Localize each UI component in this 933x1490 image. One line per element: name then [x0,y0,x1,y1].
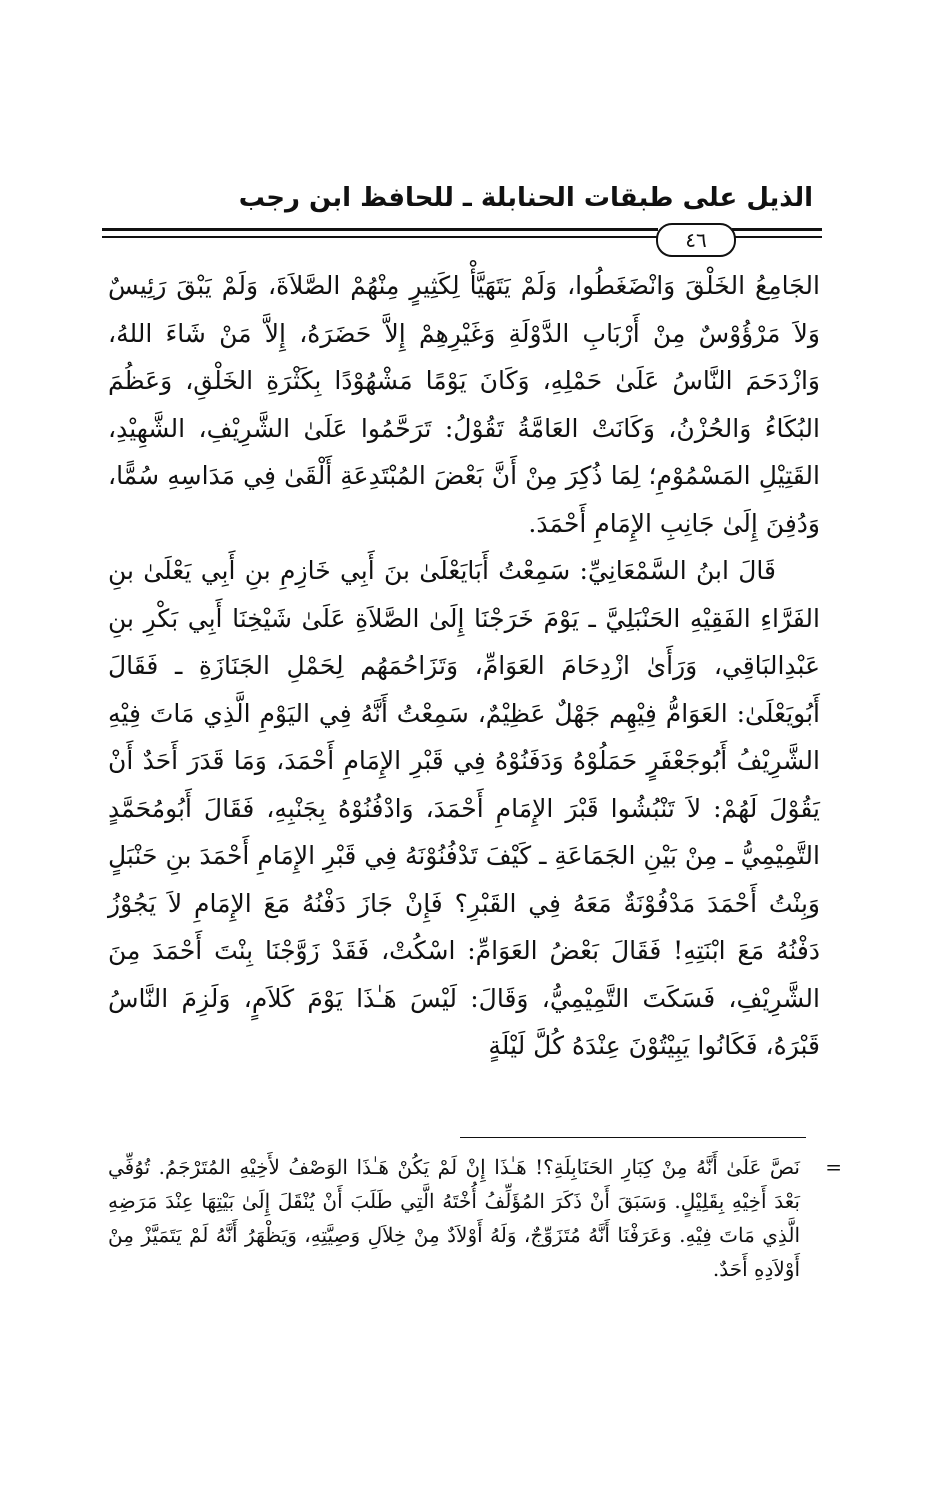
header-rule-left-top [102,228,658,231]
paragraph: قَالَ ابنُ السَّمْعَانِيِّ: سَمِعْتُ أَبَايَعْلَىٰ بنَ أَبِي خَازِمِ بنِ أَبِي يَعْلَىٰ بنِ الفَرَّاءِ الفَقِيْهِ الحَنْبَلِيَّ ـ يَوْمَ خَرَجْنَا إِلَىٰ الصَّلاَةِ عَلَىٰ شَيْخِنَا أَبِي بَكْرِ بنِ عَبْدِالبَاقِي، وَرَأَىٰ ازْدِحَامَ العَوَامِّ، وَتَزَاحُمَهُم لِحَمْلِ الجَنَازَةِ ـ فَقَالَ أَبُويَعْلَىٰ: العَوَامُّ فِيْهِم جَهْلٌ عَظِيْمٌ، سَمِعْتُ أَنَّهُ فِي اليَوْمِ الَّذِي مَاتَ فِيْهِ الشَّرِيْفُ أَبُوجَعْفَرٍ حَمَلُوْهُ وَدَفَنُوْهُ فِي قَبْرِ الإِمَامِ أَحْمَدَ، وَمَا قَدَرَ أَحَدٌ أَنْ يَقُوْلَ لَهُمْ: لاَ تَنْبُشُوا قَبْرَ الإِمَامِ أَحْمَدَ، وَادْفُنُوْهُ بِجَنْبِهِ، فَقَالَ أَبُومُحَمَّدٍ التَّمِيْمِيُّ ـ مِنْ بَيْنِ الجَمَاعَةِ ـ كَيْفَ تَدْفُنُوْنَهُ فِي قَبْرِ الإِمَامِ أَحْمَدَ بنِ حَنْبَلٍ وَبِنْتُ أَحْمَدَ مَدْفُوْنَةٌ مَعَهُ فِي القَبْرِ؟ فَإِنْ جَازَ دَفْنُهُ مَعَ الإِمَامِ لاَ يَجُوْزُ دَفْنُهُ مَعَ ابْنَتِهِ! فَقَالَ بَعْضُ العَوَامِّ: اسْكُتْ، فَقَدْ زَوَّجْنَا بِنْتَ أَحْمَدَ مِنَ الشَّرِيْفِ، فَسَكَتَ التَّمِيْمِيُّ، وَقَالَ: لَيْسَ هَـٰذَا يَوْمَ كَلاَمٍ، وَلَزِمَ النَّاسُ قَبْرَهُ، فَكَانُوا يَبِيْتُوْنَ عِنْدَهُ كُلَّ لَيْلَةٍ [108,556,820,1060]
header-rule-right-bottom [732,236,822,238]
paragraph: الجَامِعُ الخَلْقَ وَانْضَغَطُوا، وَلَمْ يَتَهَيَّأْ لِكَثِيرٍ مِنْهُمْ الصَّلاَةَ، وَلَمْ يَبْقَ رَئِيسٌ وَلاَ مَرْؤُوْسٌ مِنْ أَرْبَابِ الدَّوْلَةِ وَغَيْرِهِمْ إِلاَّ حَضَرَهُ، إِلاَّ مَنْ شَاءَ اللهُ، وَازْدَحَمَ النَّاسُ عَلَىٰ حَمْلِهِ، وَكَانَ يَوْمًا مَشْهُوْدًا بِكَثْرَةِ الخَلْقِ، وَعَظُمَ البُكَاءُ وَالحُزْنُ، وَكَانَتْ العَامَّةُ تَقُوْلُ: تَرَحَّمُوا عَلَىٰ الشَّرِيْفِ، الشَّهِيْدِ، القَتِيْلِ المَسْمُوْمِ؛ لِمَا ذُكِرَ مِنْ أَنَّ بَعْضَ المُبْتَدِعَةِ أَلْقَىٰ فِي مَدَاسِهِ سُمًّا، وَدُفِنَ إِلَىٰ جَانِبِ الإِمَامِ أَحْمَدَ. [108,271,820,538]
header-rule-right-top [732,228,822,231]
page-number: ٤٦ [656,223,736,257]
footnote-continuation-mark: = [825,1155,842,1179]
main-text [108,262,820,1070]
footnote-separator [460,1137,806,1138]
header-rule-left-bottom [102,236,658,238]
running-title: الذيل على طبقات الحنابلة ـ للحافظ ابن رجب [238,183,813,213]
footnote-text: نَصَّ عَلَىٰ أَنَّهُ مِنْ كِبَارِ الحَنَابِلَةِ؟! هَـٰذَا إِنْ لَمْ يَكُنْ هَـٰذَا الوَصْفُ لأَخِيْهِ المُتَرْجَمُ. تُوُفِّي بَعْدَ أَخِيْهِ بِقَلِيْلٍ. وَسَبَقَ أَنْ ذَكَرَ المُؤَلِّفُ أُخْتَهُ الَّتِي طَلَبَ أَنْ يُنْقَلَ إِلَىٰ بَيْتِهَا عِنْدَ مَرَضِهِ الَّذِي مَاتَ فِيْهِ. وَعَرَفْنَا أَنَّهُ مُتَزَوِّجٌ، وَلَهُ أَوْلاَدٌ مِنْ خِلاَلِ وَصِيَّتِهِ، وَيَظْهَرُ أَنَّهُ لَمْ يَتَمَيَّزْ مِنْ أَوْلاَدِهِ أَحَدٌ. [108,1155,800,1281]
footnote [108,1150,842,1286]
